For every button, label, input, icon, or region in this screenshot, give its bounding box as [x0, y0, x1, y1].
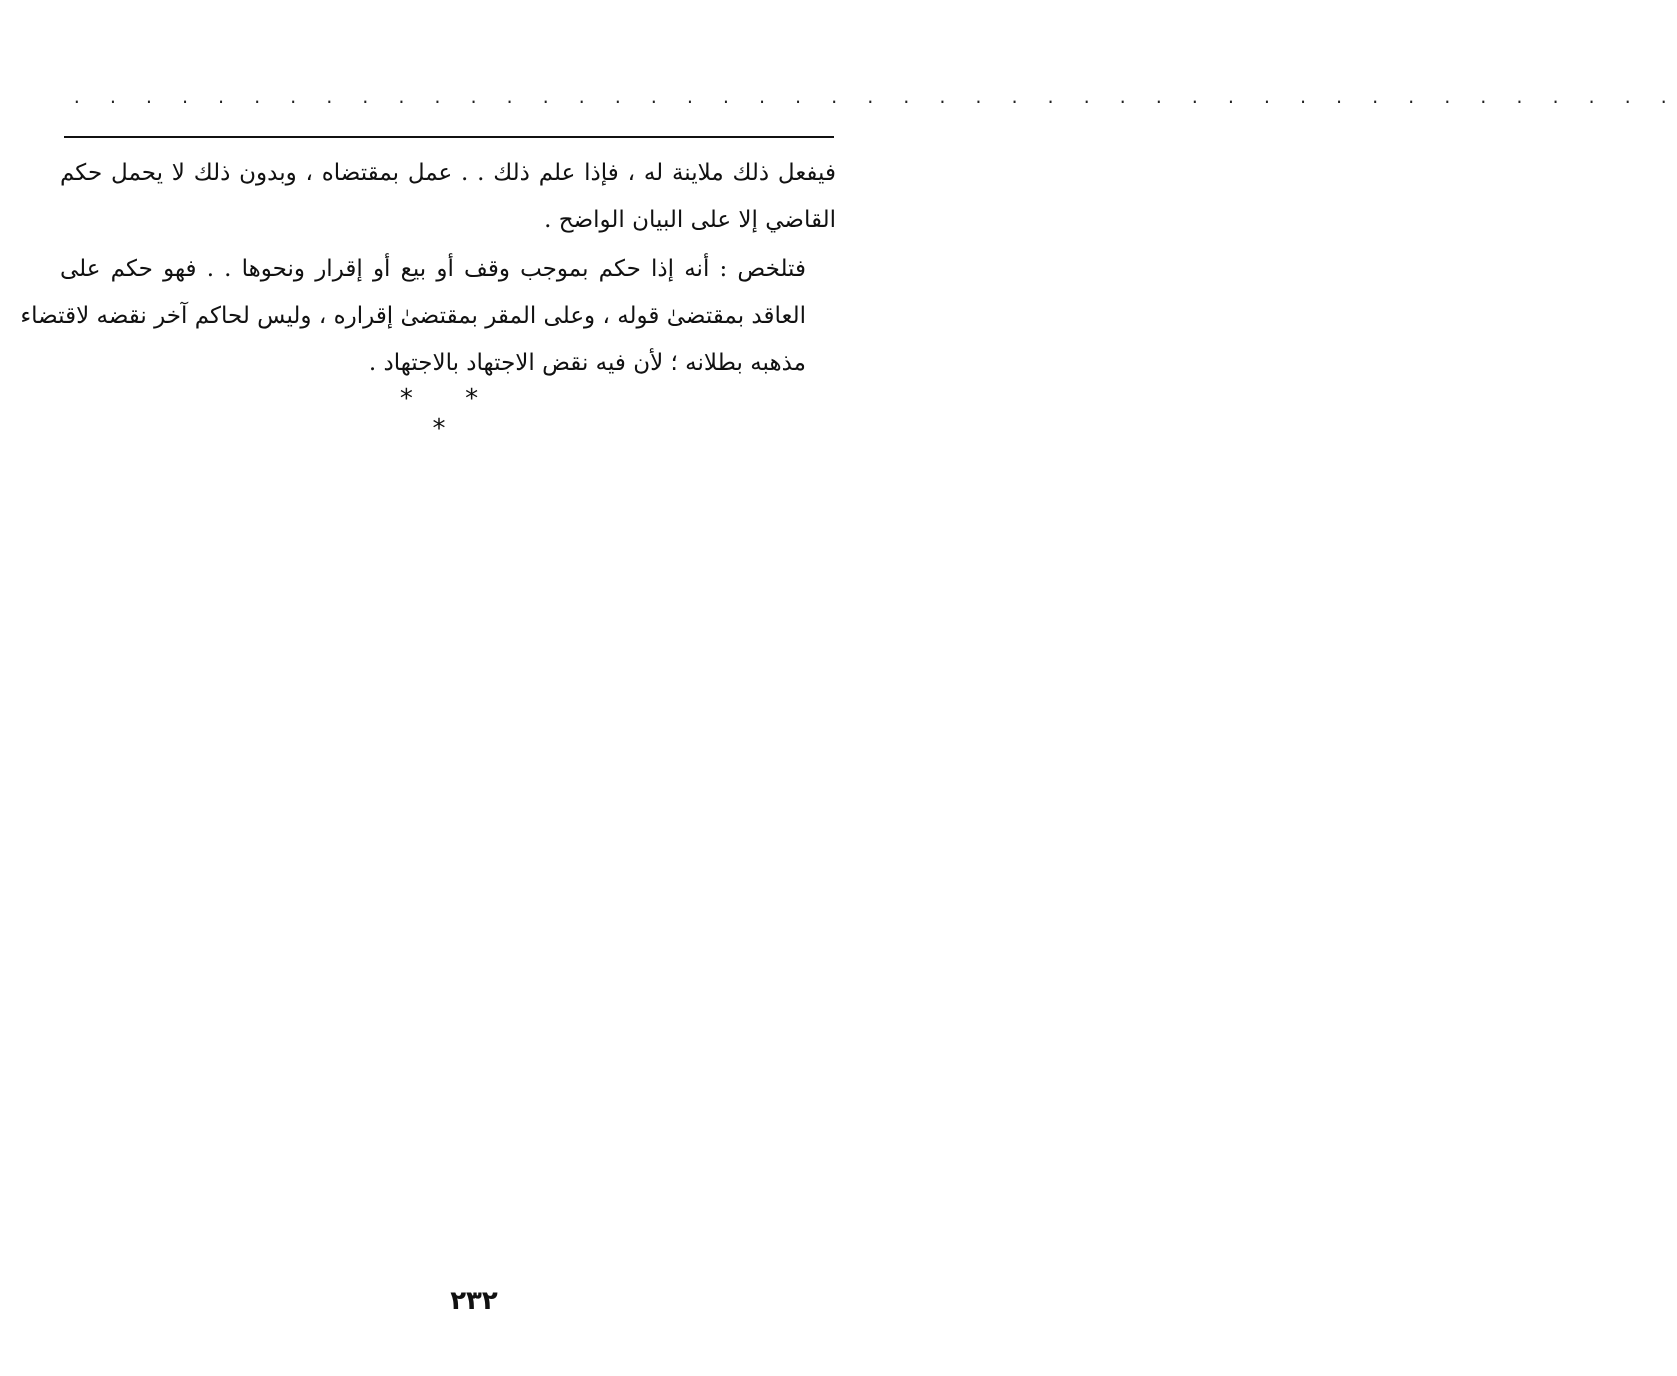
text-line: القاضي إلا على البيان الواضح .: [544, 207, 836, 233]
text-line: فتلخص : أنه إذا حكم بموجب وقف أو بيع أو إقرار ونحوها . . فهو حكم على: [60, 256, 806, 282]
text-line: مذهبه بطلانه ؛ لأن فيه نقض الاجتهاد بالاجتهاد .: [368, 350, 806, 376]
footnote-dotted-line: . . . . . . . . . . . . . . . . . . . . . . . . . . . . . . . . . . . . . . . . . . . . .: [72, 88, 1677, 107]
text-line: فيفعل ذلك ملاينة له ، فإذا علم ذلك . . عمل بمقتضاه ، وبدون ذلك لا يحمل حكم: [60, 160, 836, 186]
section-separator-stars: * * *: [399, 384, 501, 444]
horizontal-rule: [64, 136, 834, 138]
page-number: ٢٣٢: [450, 1286, 498, 1316]
main-text: [20, 150, 836, 389]
text-line: العاقد بمقتضىٰ قوله ، وعلى المقر بمقتضىٰ إقراره ، وليس لحاكم آخر نقضه لاقتضاء: [20, 303, 806, 329]
paragraph-2: [20, 246, 836, 387]
paragraph-1: [60, 150, 836, 244]
